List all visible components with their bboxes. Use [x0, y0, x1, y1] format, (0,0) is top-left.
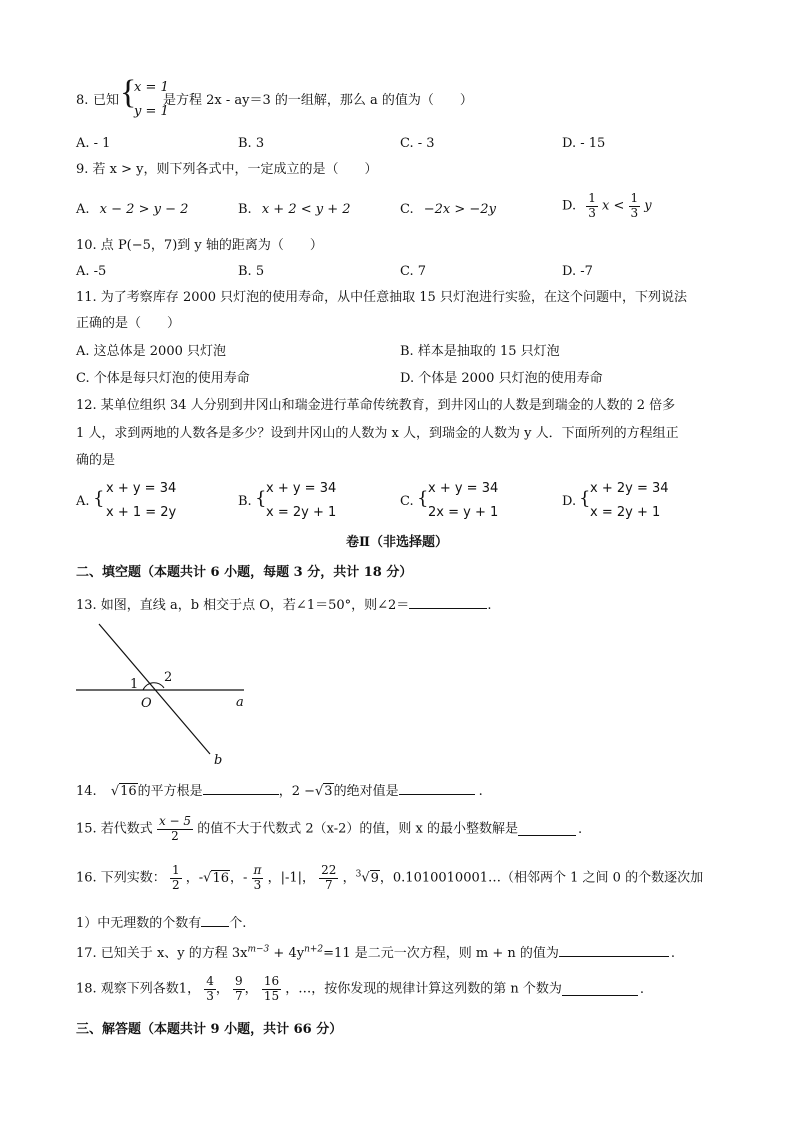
part-2-title: 卷Ⅱ（非选择题） — [346, 535, 448, 550]
answer-blank — [203, 782, 279, 795]
system-brace: { — [255, 488, 267, 509]
q17-prefix: 17. 已知关于 x、y 的方程 3x — [76, 946, 248, 961]
option-label: B. — [238, 494, 252, 509]
line-a-label: a — [236, 695, 244, 710]
q14-text-2: ，2 − — [278, 784, 315, 799]
q16-sep-1: ，- — [185, 870, 204, 886]
answer-blank — [518, 823, 576, 836]
q18-prefix: 18. 观察下列各数1， — [76, 981, 201, 997]
frac-numerator: 1 — [588, 191, 596, 205]
q14-radicand-2: 3 — [324, 784, 333, 799]
q9-option-a — [76, 202, 188, 218]
system-eq-bottom: 2x = y + 1 — [428, 505, 499, 520]
q16-sep-2: ，- — [229, 870, 248, 886]
q14-text-3: 的绝对值是 — [333, 784, 399, 799]
q14-end: . — [478, 784, 483, 799]
q8-option-a: A. - 1 — [76, 136, 111, 151]
line-b-label: b — [214, 753, 223, 768]
q18-frac-1 — [204, 975, 216, 1004]
frac-denominator: 3 — [206, 988, 214, 1003]
frac-numerator: 9 — [235, 974, 243, 988]
q11-option-c: C. 个体是每只灯泡的使用寿命 — [76, 371, 250, 386]
q9-d-y: y — [644, 198, 652, 214]
q17-mid: + 4y — [269, 946, 305, 961]
frac-numerator: 4 — [206, 974, 214, 988]
system-eq-top: x + 2y = 34 — [590, 481, 669, 496]
frac-denominator: 2 — [171, 877, 180, 892]
q9-a-label: A. — [76, 202, 90, 217]
question-17 — [76, 944, 675, 962]
q16-radicand: 16 — [212, 870, 229, 886]
frac-numerator: π — [253, 863, 262, 877]
q9-b-label: B. — [238, 202, 252, 217]
q18-end: . — [639, 981, 645, 997]
question-15 — [76, 815, 582, 844]
frac-numerator: 22 — [321, 863, 337, 877]
answer-blank — [409, 596, 487, 609]
q11-option-a: A. 这总体是 2000 只灯泡 — [76, 344, 227, 359]
q11-option-d: D. 个体是 2000 只灯泡的使用寿命 — [400, 371, 603, 386]
q14-radicand-1: 16 — [120, 784, 137, 799]
frac-numerator: x − 5 — [158, 814, 192, 828]
q13-stem-text: 13. 如图，直线 a，b 相交于点 O，若∠1＝50°，则∠2＝ — [76, 598, 410, 613]
q10-stem: 10. 点 P(−5，7)到 y 轴的距离为（ ） — [76, 238, 323, 253]
q10-option-b: B. 5 — [238, 264, 265, 279]
q16-frac-3 — [319, 864, 338, 893]
q8-eq2: y = 1 — [134, 104, 169, 119]
answer-blank — [201, 914, 229, 927]
q11-option-b: B. 样本是抽取的 15 只灯泡 — [400, 344, 560, 359]
q8-option-d: D. - 15 — [562, 136, 606, 151]
q8-option-c: C. - 3 — [400, 136, 435, 151]
q16-cube-index: 3 — [355, 869, 362, 880]
q8-number: 8. — [76, 93, 89, 108]
q16-line-2-text: 1）中无理数的个数有 — [76, 916, 202, 931]
answer-blank — [399, 782, 475, 795]
q16-sep-3: ，|-1|， — [267, 870, 315, 886]
frac-denominator: 3 — [253, 877, 262, 892]
option-label: A. — [76, 494, 90, 509]
q9-c-label: C. — [400, 202, 414, 217]
question-14 — [76, 782, 483, 800]
frac-denominator: 15 — [263, 988, 280, 1003]
q8-brace: { — [120, 74, 137, 111]
q9-d-x: x < — [602, 198, 625, 214]
frac-denominator: 2 — [171, 828, 179, 843]
sqrt-icon: √ — [314, 784, 324, 799]
section-3-heading: 三、解答题（本题共计 9 小题，共计 66 分） — [76, 1022, 343, 1037]
q16-cube-radicand: 9 — [370, 870, 379, 886]
q17-exponent-2: n+2 — [304, 944, 324, 955]
frac-numerator: 1 — [630, 191, 639, 205]
system-eq-bottom: x = 2y + 1 — [266, 505, 337, 520]
sqrt-icon: √ — [361, 870, 370, 886]
frac-denominator: 3 — [630, 205, 639, 220]
q15-end: . — [577, 821, 583, 837]
system-eq-top: x + y = 34 — [266, 481, 337, 496]
q9-c-expr: −2x > −2y — [423, 202, 496, 217]
angle-2-label: 2 — [164, 670, 173, 685]
q9-d-frac2 — [629, 192, 641, 221]
q18-text: ，…，按你发现的规律计算这列数的第 n 个数为 — [285, 981, 562, 997]
q16-frac-2 — [252, 864, 264, 893]
q9-d-label: D. — [562, 198, 577, 214]
angle-arc — [143, 683, 164, 690]
answer-blank — [559, 944, 669, 957]
option-label: C. — [400, 494, 414, 509]
q9-option-c — [400, 202, 496, 218]
q13-intersecting-lines-figure — [70, 618, 260, 768]
system-eq-top: x + y = 34 — [428, 481, 499, 496]
q14-text-1: 的平方根是 — [137, 784, 203, 799]
angle-1-label: 1 — [130, 677, 139, 692]
q18-frac-3 — [262, 975, 281, 1004]
system-brace: { — [579, 488, 591, 509]
q15-prefix: 15. 若代数式 — [76, 821, 153, 837]
q9-d-frac1 — [586, 192, 598, 221]
q11-stem-line1: 11. 为了考察库存 2000 只灯泡的使用寿命，从中任意抽取 15 只灯泡进行实验，在这个问题中，下列说法 — [76, 290, 687, 305]
frac-denominator: 7 — [235, 988, 243, 1003]
system-eq-top: x + y = 34 — [106, 481, 177, 496]
system-brace: { — [93, 488, 105, 509]
q10-option-d: D. -7 — [562, 264, 593, 279]
q8-option-b: B. 3 — [238, 136, 265, 151]
q17-text: =11 是二元一次方程，则 m + n 的值为 — [323, 946, 559, 961]
q16-line-2 — [76, 914, 246, 932]
frac-numerator: 1 — [171, 863, 180, 877]
q16-line-1 — [76, 864, 703, 893]
q15-fraction — [157, 815, 193, 844]
q8-stem: 是方程 2x - ay＝3 的一组解，那么 a 的值为（ ） — [163, 93, 473, 108]
q11-stem-line2: 正确的是（ ） — [76, 316, 181, 331]
q18-frac-2 — [233, 975, 245, 1004]
sqrt-icon: √ — [110, 784, 120, 799]
q8-prefix: 已知 — [93, 93, 120, 108]
section-2-heading: 二、填空题（本题共计 6 小题，每题 3 分，共计 18 分） — [76, 565, 413, 580]
q16-frac-1 — [170, 864, 182, 893]
point-o-label: O — [141, 696, 152, 711]
line-b — [99, 624, 210, 754]
answer-blank — [562, 983, 638, 996]
q18-sep: ， — [215, 981, 229, 997]
system-eq-bottom: x = 2y + 1 — [590, 505, 661, 520]
question-18 — [76, 975, 644, 1004]
sqrt-icon: √ — [203, 870, 212, 886]
q9-option-d — [562, 192, 652, 221]
system-brace: { — [417, 488, 429, 509]
q18-sep: ， — [244, 981, 258, 997]
q9-option-b — [238, 202, 351, 218]
q10-option-a: A. -5 — [76, 264, 107, 279]
q8-eq1: x = 1 — [134, 80, 169, 95]
q16-prefix: 16. 下列实数： — [76, 870, 166, 886]
q10-option-c: C. 7 — [400, 264, 427, 279]
q12-stem-line2: 1 人，求到两地的人数各是多少？设到井冈山的人数为 x 人，到瑞金的人数为 y 人．下面所列的方程组正 — [76, 426, 679, 441]
frac-numerator: 16 — [263, 974, 280, 988]
q9-b-expr: x + 2 < y + 2 — [261, 202, 351, 217]
q17-exponent-1: m−3 — [247, 944, 270, 955]
q15-text: 的值不大于代数式 2（x-2）的值，则 x 的最小整数解是 — [197, 821, 518, 837]
frac-denominator: 3 — [588, 205, 596, 220]
frac-denominator: 7 — [324, 877, 333, 892]
q16-sep-4: ， — [342, 870, 356, 886]
q9-stem: 9. 若 x > y，则下列各式中，一定成立的是（ ） — [76, 162, 378, 177]
system-eq-bottom: x + 1 = 2y — [106, 505, 177, 520]
q12-stem-line1: 12. 某单位组织 34 人分别到井冈山和瑞金进行革命传统教育，到井冈山的人数是到瑞金的人数的 2 倍多 — [76, 398, 676, 413]
q13-end: . — [487, 598, 492, 613]
q12-stem-line3: 确的是 — [76, 453, 116, 468]
q16-sep-5: ，0.1010010001…（相邻两个 1 之间 0 的个数逐次加 — [379, 870, 704, 886]
option-label: D. — [562, 494, 577, 509]
q14-number: 14. — [76, 784, 97, 799]
q13-stem — [76, 596, 491, 614]
q16-line-2-end: 个. — [229, 916, 247, 931]
q17-end: . — [670, 946, 675, 961]
q9-a-expr: x − 2 > y − 2 — [99, 202, 189, 217]
